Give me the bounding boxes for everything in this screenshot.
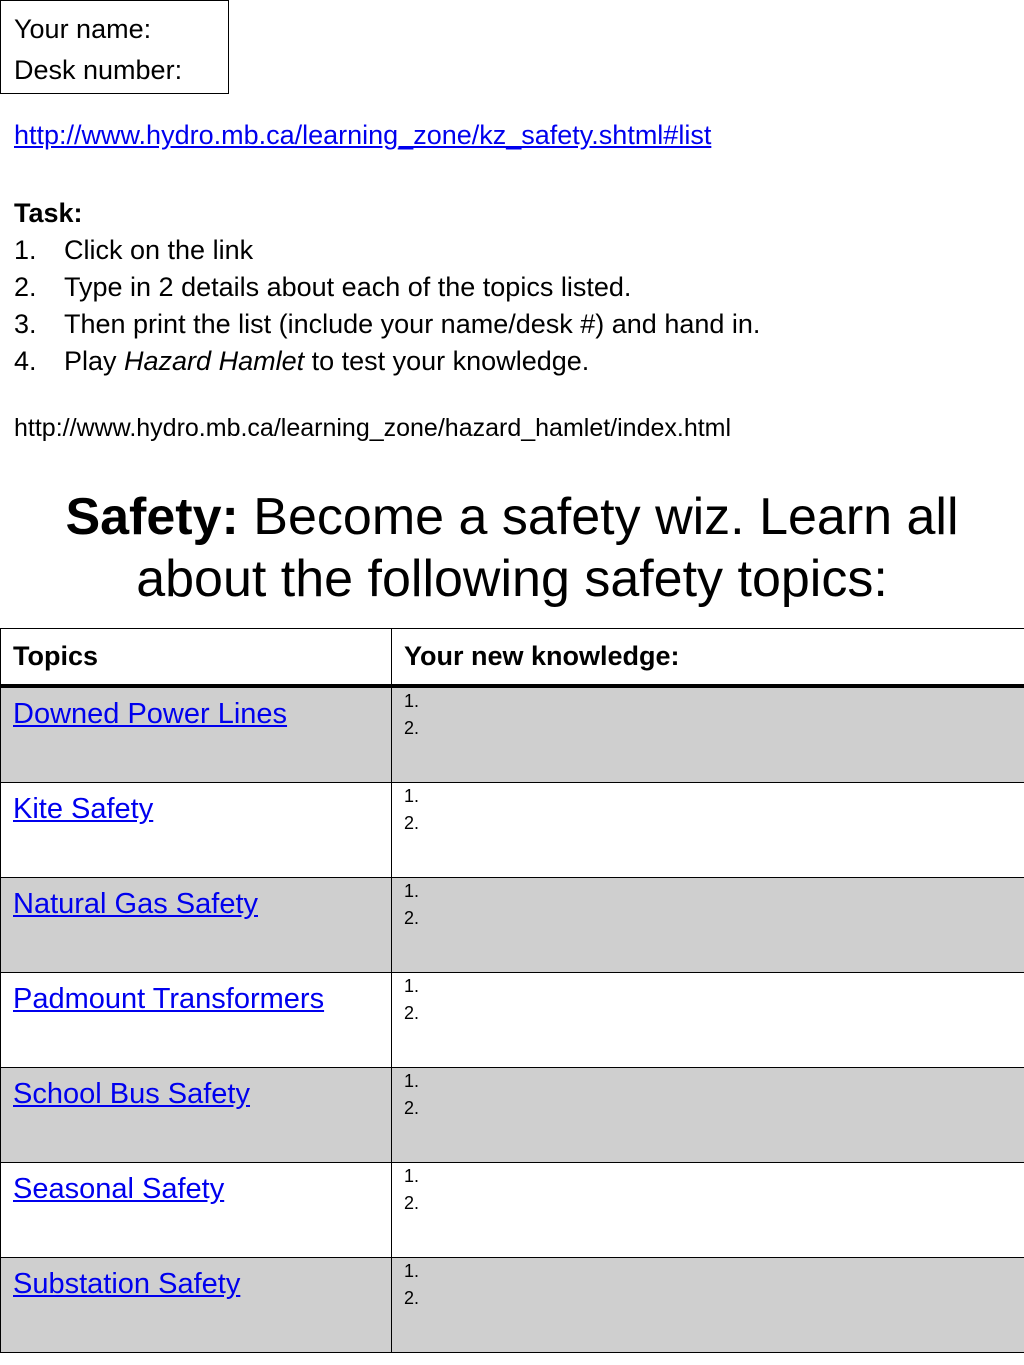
topic-cell: [1, 973, 392, 1068]
detail-2: 2.: [404, 718, 420, 738]
task-number: 4.: [14, 346, 37, 376]
knowledge-cell[interactable]: [392, 783, 1024, 878]
task-item: [14, 269, 760, 306]
topic-cell: [1, 878, 392, 973]
topic-cell: [1, 1068, 392, 1163]
task-text: Then print the list (include your name/desk #) and hand in.: [64, 309, 761, 339]
detail-2: 2.: [404, 1098, 420, 1118]
topic-link[interactable]: Natural Gas Safety: [13, 888, 258, 920]
detail-1: 1.: [404, 881, 420, 901]
detail-2: 2.: [404, 1003, 420, 1023]
task-text: Click on the link: [64, 235, 254, 265]
topics-table: [0, 628, 1024, 1353]
task-label: Task:: [14, 198, 83, 228]
table-row: [1, 1068, 1024, 1163]
task-number: 1.: [14, 235, 37, 265]
knowledge-cell[interactable]: [392, 878, 1024, 973]
topic-link[interactable]: School Bus Safety: [13, 1078, 250, 1110]
knowledge-cell[interactable]: [392, 1163, 1024, 1258]
detail-2: 2.: [404, 1288, 420, 1308]
task-section: [14, 195, 760, 380]
name-desk-box: [0, 0, 229, 94]
knowledge-cell[interactable]: [392, 1068, 1024, 1163]
task-item: [14, 343, 760, 380]
task-list: [14, 232, 760, 380]
heading-bold: Safety:: [65, 488, 239, 546]
detail-2: 2.: [404, 813, 420, 833]
page-heading: [0, 486, 1024, 610]
detail-1: 1.: [404, 1071, 420, 1091]
task-item: [14, 306, 760, 343]
detail-1: 1.: [404, 786, 420, 806]
table-row: [1, 1163, 1024, 1258]
detail-2: 2.: [404, 908, 420, 928]
game-url: http://www.hydro.mb.ca/learning_zone/hazard_hamlet/index.html: [14, 414, 732, 442]
knowledge-cell[interactable]: [392, 973, 1024, 1068]
detail-2: 2.: [404, 1193, 420, 1213]
task-text: Type in 2 details about each of the topics listed.: [64, 272, 632, 302]
table-row: [1, 686, 1024, 783]
knowledge-cell[interactable]: [392, 686, 1024, 783]
detail-1: 1.: [404, 691, 420, 711]
table-header-row: [1, 629, 1024, 687]
task-number: 2.: [14, 272, 37, 302]
detail-1: 1.: [404, 976, 420, 996]
topic-cell: [1, 1258, 392, 1353]
column-header-topics: Topics: [1, 629, 392, 687]
heading-text: Become a safety wiz. Learn all about the following safety topics:: [136, 488, 959, 608]
topic-cell: [1, 1163, 392, 1258]
topic-link[interactable]: Kite Safety: [13, 793, 154, 825]
detail-1: 1.: [404, 1166, 420, 1186]
table-row: [1, 783, 1024, 878]
game-title: Hazard Hamlet: [124, 346, 305, 376]
topic-link[interactable]: Seasonal Safety: [13, 1173, 225, 1205]
topic-cell: [1, 686, 392, 783]
task-number: 3.: [14, 309, 37, 339]
topic-link[interactable]: Substation Safety: [13, 1268, 241, 1300]
detail-1: 1.: [404, 1261, 420, 1281]
column-header-knowledge: Your new knowledge:: [392, 629, 1024, 687]
topic-link[interactable]: Downed Power Lines: [13, 698, 288, 730]
task-item: [14, 232, 760, 269]
table-row: [1, 1258, 1024, 1353]
topic-cell: [1, 783, 392, 878]
safety-page-link[interactable]: http://www.hydro.mb.ca/learning_zone/kz_safety.shtml#list: [14, 120, 712, 150]
table-row: [1, 973, 1024, 1068]
task-text: Play: [64, 346, 125, 376]
task-text: to test your knowledge.: [304, 346, 590, 376]
desk-label: Desk number:: [14, 55, 183, 85]
topic-link[interactable]: Padmount Transformers: [13, 983, 325, 1015]
knowledge-cell[interactable]: [392, 1258, 1024, 1353]
name-label: Your name:: [14, 14, 152, 44]
table-row: [1, 878, 1024, 973]
